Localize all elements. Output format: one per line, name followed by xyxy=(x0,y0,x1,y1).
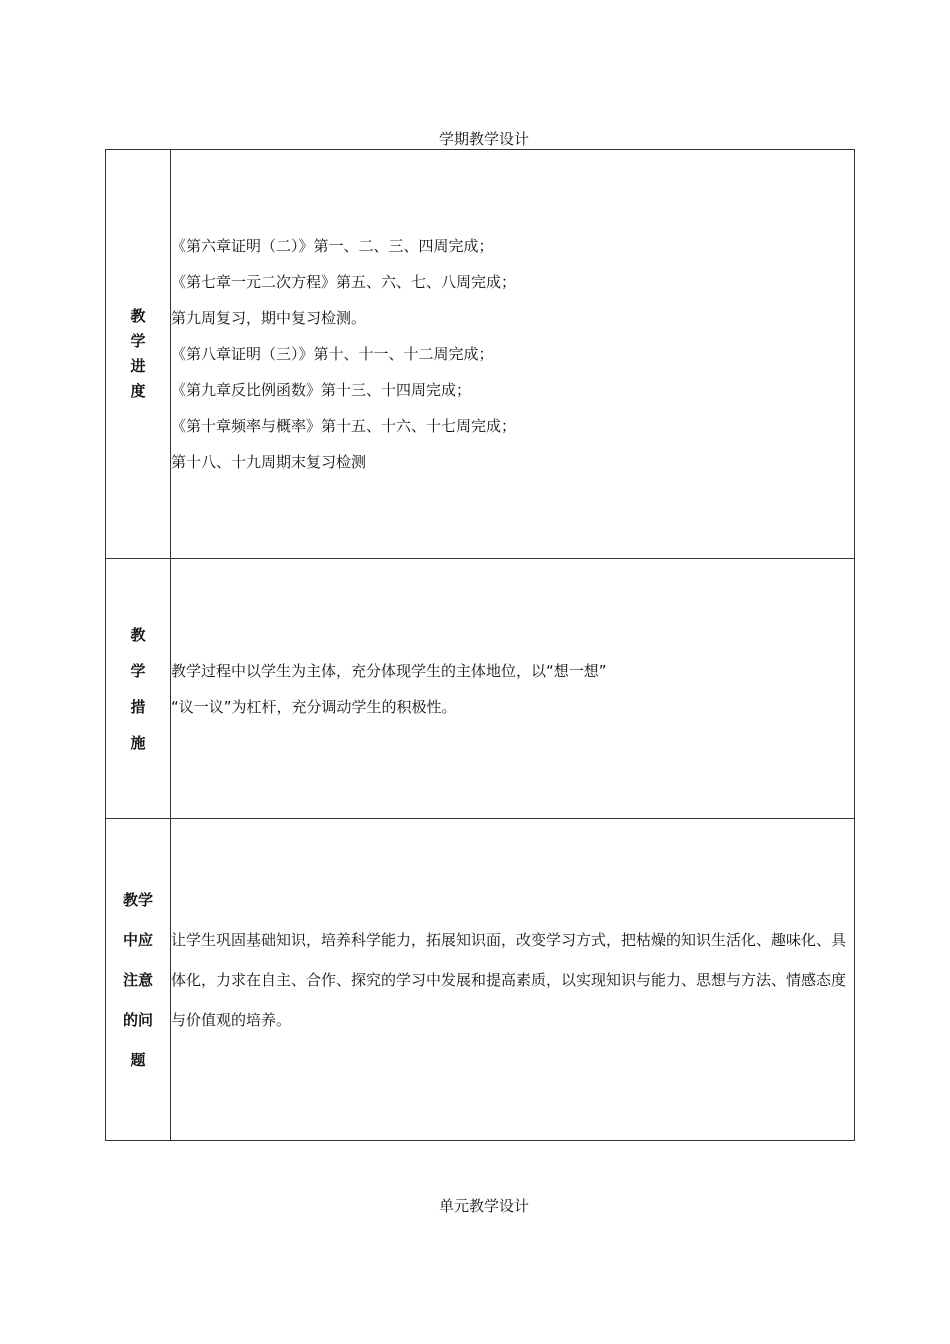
progress-line: 第九周复习，期中复习检测。 xyxy=(171,309,367,327)
row-label-measures xyxy=(130,617,145,761)
measures-content xyxy=(171,559,855,819)
progress-content xyxy=(171,150,855,559)
notes-paragraph: 让学生巩固基础知识，培养科学能力，拓展知识面，改变学习方式，把枯燥的知识生活化、趣味化、具体化，力求在自主、合作、探究的学习中发展和提高素质，以实现知识与能力、思想与方法、情感态度与价值观的培养。 xyxy=(171,930,847,1029)
label-char: 进 xyxy=(130,357,146,375)
table-row-progress xyxy=(106,150,855,559)
label-char: 注意 xyxy=(122,970,153,989)
footer-title: 单元教学设计 xyxy=(438,1197,529,1215)
label-char: 中应 xyxy=(122,930,153,949)
label-char: 度 xyxy=(130,382,146,400)
label-char: 学 xyxy=(130,661,146,680)
progress-line: 第十八、十九周期末复习检测 xyxy=(171,453,367,471)
page-title: 学期教学设计 xyxy=(438,130,529,148)
label-char: 教学 xyxy=(122,890,153,909)
progress-line: 《第八章证明（三）》第十、十一、十二周完成； xyxy=(171,345,494,363)
label-char: 题 xyxy=(130,1050,146,1069)
progress-line: 《第九章反比例函数》第十三、十四周完成； xyxy=(171,381,472,399)
label-char: 教 xyxy=(130,307,146,325)
label-char: 措 xyxy=(130,697,146,716)
semester-plan-table xyxy=(105,149,855,1141)
table-row-measures xyxy=(106,559,855,819)
notes-content xyxy=(171,819,855,1141)
progress-line: 《第六章证明（二）》第一、二、三、四周完成； xyxy=(171,237,494,255)
progress-line: 《第七章一元二次方程》第五、六、七、八周完成； xyxy=(171,273,517,291)
measures-line: “议一议”为杠杆，充分调动学生的积极性。 xyxy=(171,697,457,716)
measures-line: 教学过程中以学生为主体，充分体现学生的主体地位，以“想一想” xyxy=(171,661,607,680)
table-row-notes xyxy=(106,819,855,1141)
progress-line: 《第十章频率与概率》第十五、十六、十七周完成； xyxy=(171,417,517,435)
label-char: 施 xyxy=(130,733,146,752)
row-label-progress xyxy=(130,304,145,404)
row-label-cell xyxy=(106,150,171,559)
row-label-cell xyxy=(106,559,171,819)
row-label-cell xyxy=(106,819,171,1141)
label-char: 教 xyxy=(130,625,146,644)
label-char: 学 xyxy=(130,332,146,350)
label-char: 的问 xyxy=(122,1010,153,1029)
row-label-notes xyxy=(123,880,153,1080)
